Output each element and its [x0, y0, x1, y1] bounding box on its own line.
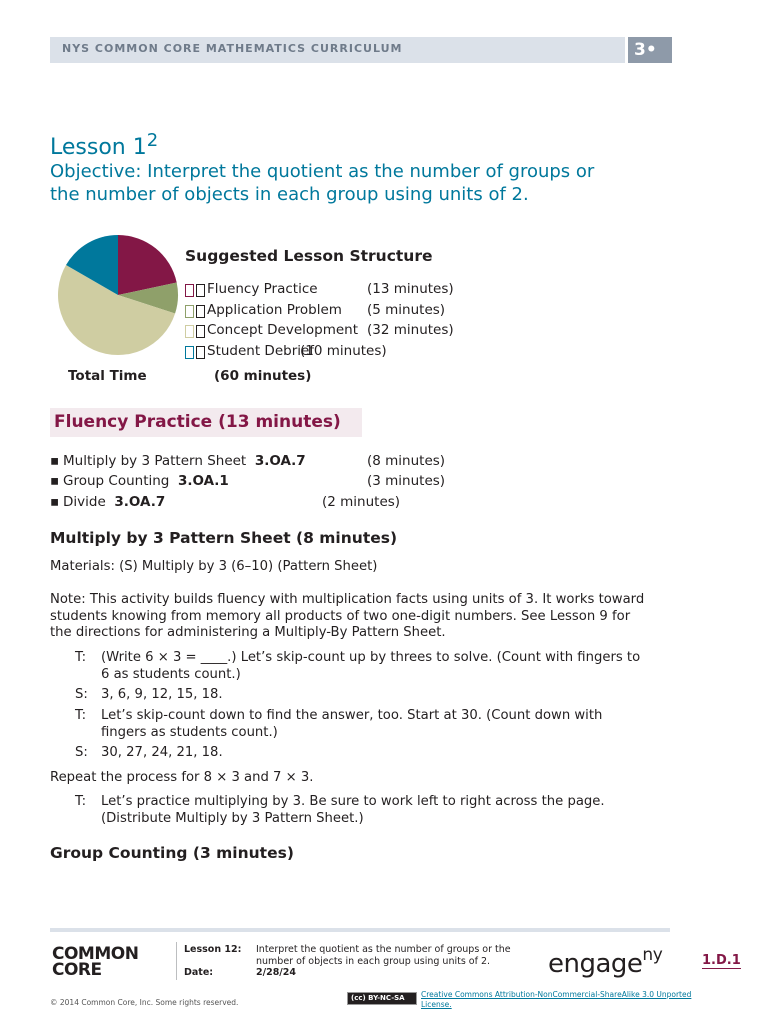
objective-line-2: the number of objects in each group using units of 2.: [50, 184, 529, 205]
dialog-text-line: Let’s practice multiplying by 3. Be sure to work left to right across the page.: [101, 794, 605, 809]
pattern-sheet-heading: Multiply by 3 Pattern Sheet (8 minutes): [50, 529, 398, 547]
color-key-icon: [185, 346, 194, 359]
structure-item-minutes: (10 minutes): [300, 343, 387, 359]
bullet-minutes: (8 minutes): [367, 453, 446, 469]
dialog-text: [101, 708, 731, 741]
materials-line: Materials: (S) Multiply by 3 (6–10) (Pattern Sheet): [50, 559, 378, 574]
dialog-text-line: 6 as students count.): [101, 666, 241, 682]
lesson-number-sup: 2: [146, 130, 159, 151]
dialog-text-line: (Distribute Multiply by 3 Pattern Sheet.): [101, 810, 364, 826]
bullet-text: Divide: [63, 494, 106, 510]
lesson-title: [50, 130, 158, 160]
footer-lesson-text: [256, 944, 511, 968]
dialog-text: [101, 745, 731, 762]
grade-badge: 3•: [628, 37, 672, 63]
color-key-icon: [185, 284, 194, 297]
bullet-minutes: (3 minutes): [367, 473, 446, 489]
structure-item-name: Concept Development: [207, 322, 359, 338]
dialog-text-line: fingers as students count.): [101, 724, 278, 740]
total-time-label: Total Time: [68, 368, 147, 384]
suggested-structure-title: Suggested Lesson Structure: [185, 247, 433, 265]
fluency-section-header: [50, 408, 362, 437]
copyright: © 2014 Common Core, Inc. Some rights reserved.: [50, 998, 239, 1007]
speaker: S:: [75, 745, 88, 760]
engageny-logo: [548, 945, 662, 979]
dialog-text-line: Let’s skip-count down to find the answer, too. Start at 30. (Count down with: [101, 708, 603, 723]
checkbox-icon: [196, 305, 205, 318]
cc-license-badge[interactable]: (cc) BY-NC-SA: [347, 992, 417, 1005]
footer-divider: [176, 942, 177, 980]
structure-item-name: Application Problem: [207, 302, 342, 318]
footer-date-value: 2/28/24: [256, 967, 296, 978]
color-key-icon: [185, 325, 194, 338]
speaker: T:: [75, 794, 87, 809]
structure-item-minutes: (32 minutes): [367, 322, 454, 338]
dialog-text-line: 30, 27, 24, 21, 18.: [101, 745, 223, 760]
lesson-title-text: Lesson 1: [50, 135, 147, 160]
checkbox-icon: [196, 325, 205, 338]
note-line: Note: This activity builds fluency with multiplication facts using units of 3. It works toward: [50, 592, 645, 607]
speaker: T:: [75, 708, 87, 723]
structure-item-minutes: (13 minutes): [367, 281, 454, 297]
bullet-icon: ▪: [50, 453, 60, 469]
footer-lesson-label: Lesson 12:: [184, 944, 242, 955]
group-counting-heading: Group Counting (3 minutes): [50, 844, 294, 862]
checkbox-icon: [196, 346, 205, 359]
checkbox-icon: [196, 284, 205, 297]
logo-line: COMMON: [52, 944, 139, 964]
fluency-bullet-label: [63, 494, 165, 510]
brand-sup: ny: [642, 945, 663, 965]
bullet-text: Group Counting: [63, 473, 170, 489]
color-key-icon: [185, 305, 194, 318]
structure-item-name: Student Debrief: [207, 343, 315, 359]
standard-code: 3.OA.1: [177, 473, 229, 489]
objective-line-1: Objective: Interpret the quotient as the number of groups or: [50, 161, 595, 182]
common-core-logo: [52, 946, 138, 978]
dialog-text: [101, 687, 731, 704]
lesson-objective: [50, 160, 710, 206]
pattern-sheet-note: [50, 592, 644, 642]
fluency-section-title: Fluency Practice (13 minutes): [54, 412, 341, 432]
standard-code: 3.OA.7: [114, 494, 166, 510]
bullet-icon: ▪: [50, 473, 60, 489]
note-line: students knowing from memory all products of two one-digit numbers. See Lesson 9 for: [50, 608, 631, 624]
license-link[interactable]: [421, 990, 711, 1010]
footer-rule: [50, 928, 670, 932]
logo-line: CORE: [52, 960, 102, 980]
standard-code: 3.OA.7: [254, 453, 306, 469]
dialog-text: [101, 794, 731, 827]
license-line[interactable]: License.: [421, 1000, 452, 1009]
repeat-instruction: Repeat the process for 8 × 3 and 7 × 3.: [50, 770, 314, 785]
license-line[interactable]: Creative Commons Attribution-NonCommercial-ShareAlike 3.0 Unported: [421, 990, 692, 999]
dialog-text-line: (Write 6 × 3 = ____.) Let’s skip-count up by threes to solve. (Count with fingers to: [101, 650, 641, 665]
bullet-icon: ▪: [50, 494, 60, 510]
total-time-value: (60 minutes): [214, 368, 312, 384]
dialog-text: [101, 650, 731, 683]
page-number: 1.D.1: [702, 953, 741, 968]
structure-item-minutes: (5 minutes): [367, 302, 446, 318]
footer-date-label: Date:: [184, 967, 214, 978]
brand-text: engage: [548, 949, 643, 979]
curriculum-title: NYS COMMON CORE MATHEMATICS CURRICULUM: [62, 42, 403, 55]
speaker: T:: [75, 650, 87, 665]
structure-item-name: Fluency Practice: [207, 281, 318, 297]
bullet-text: Multiply by 3 Pattern Sheet: [63, 453, 247, 469]
fluency-bullet-label: [63, 473, 229, 489]
note-line: the directions for administering a Multiply-By Pattern Sheet.: [50, 625, 446, 640]
fluency-bullet-label: [63, 453, 306, 469]
footer-lesson-line: Interpret the quotient as the number of groups or the: [256, 944, 511, 955]
footer-lesson-line: number of objects in each group using units of 2.: [256, 956, 491, 967]
dialog-text-line: 3, 6, 9, 12, 15, 18.: [101, 687, 223, 702]
speaker: S:: [75, 687, 88, 702]
lesson-structure-pie-chart: [55, 232, 181, 358]
bullet-minutes: (2 minutes): [322, 494, 401, 510]
